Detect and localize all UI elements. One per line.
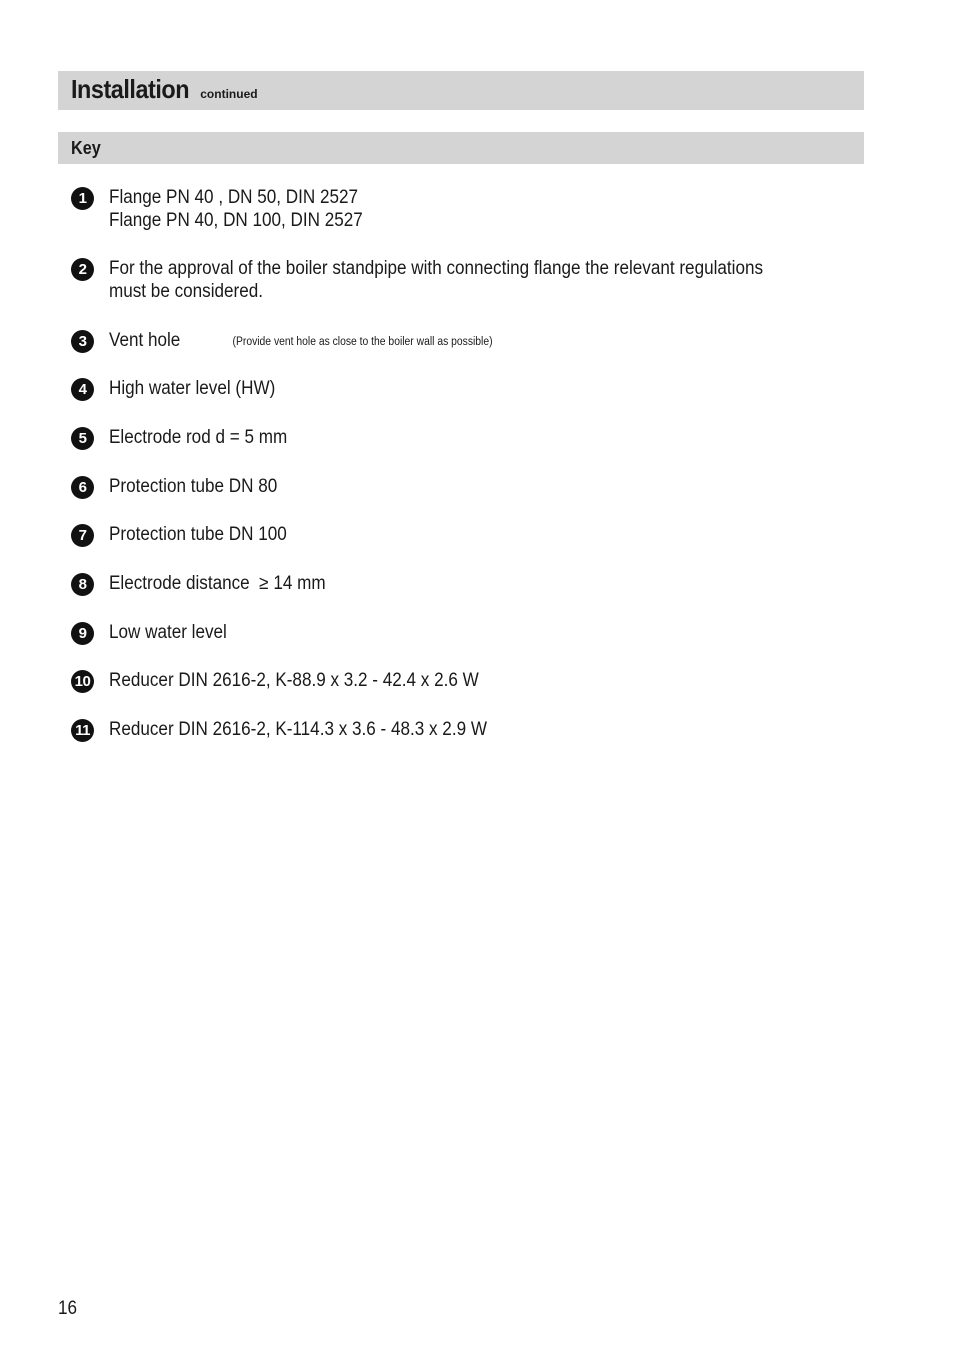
section-header	[58, 71, 864, 110]
number-badge: 4	[71, 378, 94, 401]
key-item-5	[71, 426, 307, 450]
key-item-line: Protection tube DN 100	[109, 524, 287, 545]
key-item-text	[109, 669, 479, 692]
key-item-text	[109, 718, 487, 741]
key-item-text	[109, 426, 287, 449]
key-item-line: For the approval of the boiler standpipe with connecting flange the relevant regulations	[109, 258, 764, 279]
key-item-text	[109, 186, 363, 232]
key-header	[58, 132, 864, 164]
key-item-9	[71, 621, 240, 645]
key-item-line: Vent hole	[109, 330, 181, 351]
number-badge: 9	[71, 622, 94, 645]
key-item-line: Low water level	[109, 622, 227, 643]
number-badge: 3	[71, 330, 94, 353]
key-item-8	[71, 572, 350, 596]
key-item-7	[71, 523, 307, 547]
number-badge: 6	[71, 476, 94, 499]
key-item-text	[109, 475, 277, 498]
key-item-line: High water level (HW)	[109, 378, 276, 399]
number-badge: 8	[71, 573, 94, 596]
page-number: 16	[58, 1298, 78, 1319]
number-badge: 2	[71, 258, 94, 281]
page-title: Installation	[71, 74, 190, 104]
key-item-text	[109, 572, 326, 595]
key-item-text	[109, 377, 275, 400]
key-item-note: (Provide vent hole as close to the boiler wall as possible)	[232, 336, 493, 348]
key-item-4	[71, 377, 294, 401]
key-item-line: Reducer DIN 2616-2, K-114.3 x 3.6 - 48.3 x 2.9 W	[109, 719, 487, 740]
key-item-line: Electrode rod d = 5 mm	[109, 427, 288, 448]
number-badge: 5	[71, 427, 94, 450]
key-item-3	[71, 329, 535, 355]
key-item-text	[109, 257, 763, 303]
page-subtitle: continued	[200, 87, 258, 101]
key-item-line: Flange PN 40, DN 100, DIN 2527	[109, 210, 363, 231]
key-item-line: Electrode distance ≥ 14 mm	[109, 573, 326, 594]
number-badge: 1	[71, 187, 94, 210]
key-item-10	[71, 669, 520, 693]
key-item-line: must be considered.	[109, 281, 263, 302]
key-item-11	[71, 718, 529, 742]
number-badge: 7	[71, 524, 94, 547]
number-badge: 11	[71, 719, 94, 742]
key-item-line: Flange PN 40 , DN 50, DIN 2527	[109, 187, 359, 208]
key-item-6	[71, 475, 296, 499]
key-item-text	[109, 523, 287, 546]
key-item-text	[109, 329, 493, 355]
key-label: Key	[71, 137, 101, 158]
number-badge: 10	[71, 670, 94, 693]
key-item-text	[109, 621, 227, 644]
key-item-line: Reducer DIN 2616-2, K-88.9 x 3.2 - 42.4 x 2.6 W	[109, 670, 479, 691]
key-item-2	[71, 257, 836, 303]
key-item-1	[71, 186, 391, 232]
key-item-line: Protection tube DN 80	[109, 476, 278, 497]
